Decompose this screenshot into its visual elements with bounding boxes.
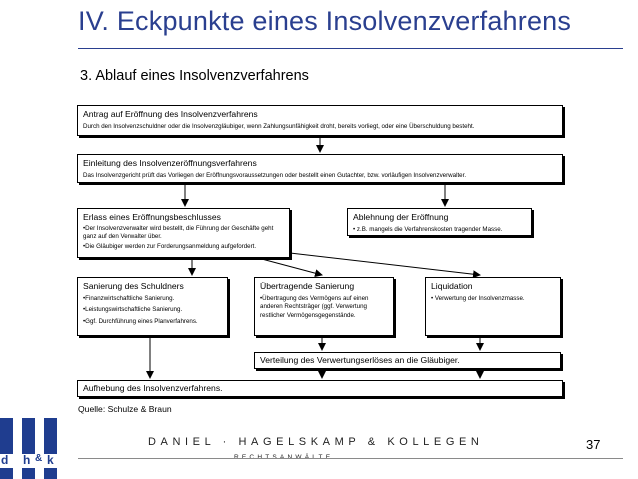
box-uebertragende — [254, 277, 394, 336]
firm-logo — [0, 418, 70, 479]
box-sanierung-item: •Ggf. Durchführung eines Planverfahrens. — [83, 317, 198, 325]
box-uebertragende-heading: Übertragende Sanierung — [260, 281, 355, 291]
box-erlass — [77, 208, 290, 258]
section-subtitle: 3. Ablauf eines Insolvenzverfahrens — [80, 68, 309, 84]
box-verteilung-heading: Verteilung des Verwertungserlöses an die Gläubiger. — [260, 355, 460, 365]
logo-letter: k — [47, 453, 54, 467]
page-title: IV. Eckpunkte eines Insolvenzverfahrens — [78, 6, 572, 36]
box-verteilung — [254, 352, 561, 369]
box-ablehnung-item: • z.B. mangels die Verfahrenskosten tragender Masse. — [353, 226, 503, 233]
box-ablehnung-heading: Ablehnung der Eröffnung — [353, 212, 449, 222]
footer-divider — [78, 458, 623, 459]
logo-letter: d — [1, 453, 9, 467]
logo-letter: & — [35, 453, 43, 464]
box-liquidation-item: • Verwertung der Insolvenzmasse. — [431, 295, 525, 302]
box-liquidation — [425, 277, 561, 336]
box-erlass-item: •Die Gläubiger werden zur Forderungsanmeldung aufgefordert. — [83, 242, 257, 250]
box-uebertragende-item: •Übertragung des Vermögens auf einen anderen Rechtsträger (ggf. Verwertung restlicher Vermögensgegenstände. — [260, 295, 369, 319]
box-antrag-text: Durch den Insolvenzschuldner oder die Insolvenzgläubiger, wenn Zahlungsunfähigkeit droht, bereits vorliegt, oder eine Überschuldung besteht. — [83, 123, 475, 130]
box-sanierung-heading: Sanierung des Schuldners — [83, 281, 184, 291]
box-ablehnung — [347, 208, 532, 236]
arrow-erlass-uebertragende — [258, 258, 322, 275]
logo-letter: h — [23, 453, 31, 467]
page-number: 37 — [586, 437, 601, 452]
box-aufhebung — [77, 380, 563, 397]
box-erlass-item: •Der Insolvenzverwalter wird bestellt, die Führung der Geschäfte geht ganz auf den Verwalter über. — [83, 225, 274, 241]
box-erlass-heading: Erlass eines Eröffnungsbeschlusses — [83, 212, 221, 222]
box-aufhebung-heading: Aufhebung des Insolvenzverfahrens. — [83, 383, 223, 393]
firm-name: DANIEL · HAGELSKAMP & KOLLEGEN — [148, 436, 484, 448]
box-antrag-heading: Antrag auf Eröffnung des Insolvenzverfahrens — [83, 109, 258, 119]
arrow-erlass-liquidation — [290, 253, 480, 275]
box-einleitung-text: Das Insolvenzgericht prüft das Vorliegen der Eröffnungsvoraussetzungen oder bestellt einen Gutachter, bzw. vorläufigen Insolvenzverwalter. — [83, 172, 467, 179]
box-liquidation-heading: Liquidation — [431, 281, 473, 291]
box-einleitung — [77, 154, 563, 183]
box-einleitung-heading: Einleitung des Insolvenzeröffnungsverfahrens — [83, 158, 257, 168]
box-sanierung — [77, 277, 228, 336]
source-note: Quelle: Schulze & Braun — [78, 404, 172, 414]
box-sanierung-item: •Finanzwirtschaftliche Sanierung. — [83, 295, 175, 302]
box-antrag — [77, 105, 563, 136]
box-sanierung-item: •Leistungswirtschaftliche Sanierung. — [83, 306, 183, 314]
